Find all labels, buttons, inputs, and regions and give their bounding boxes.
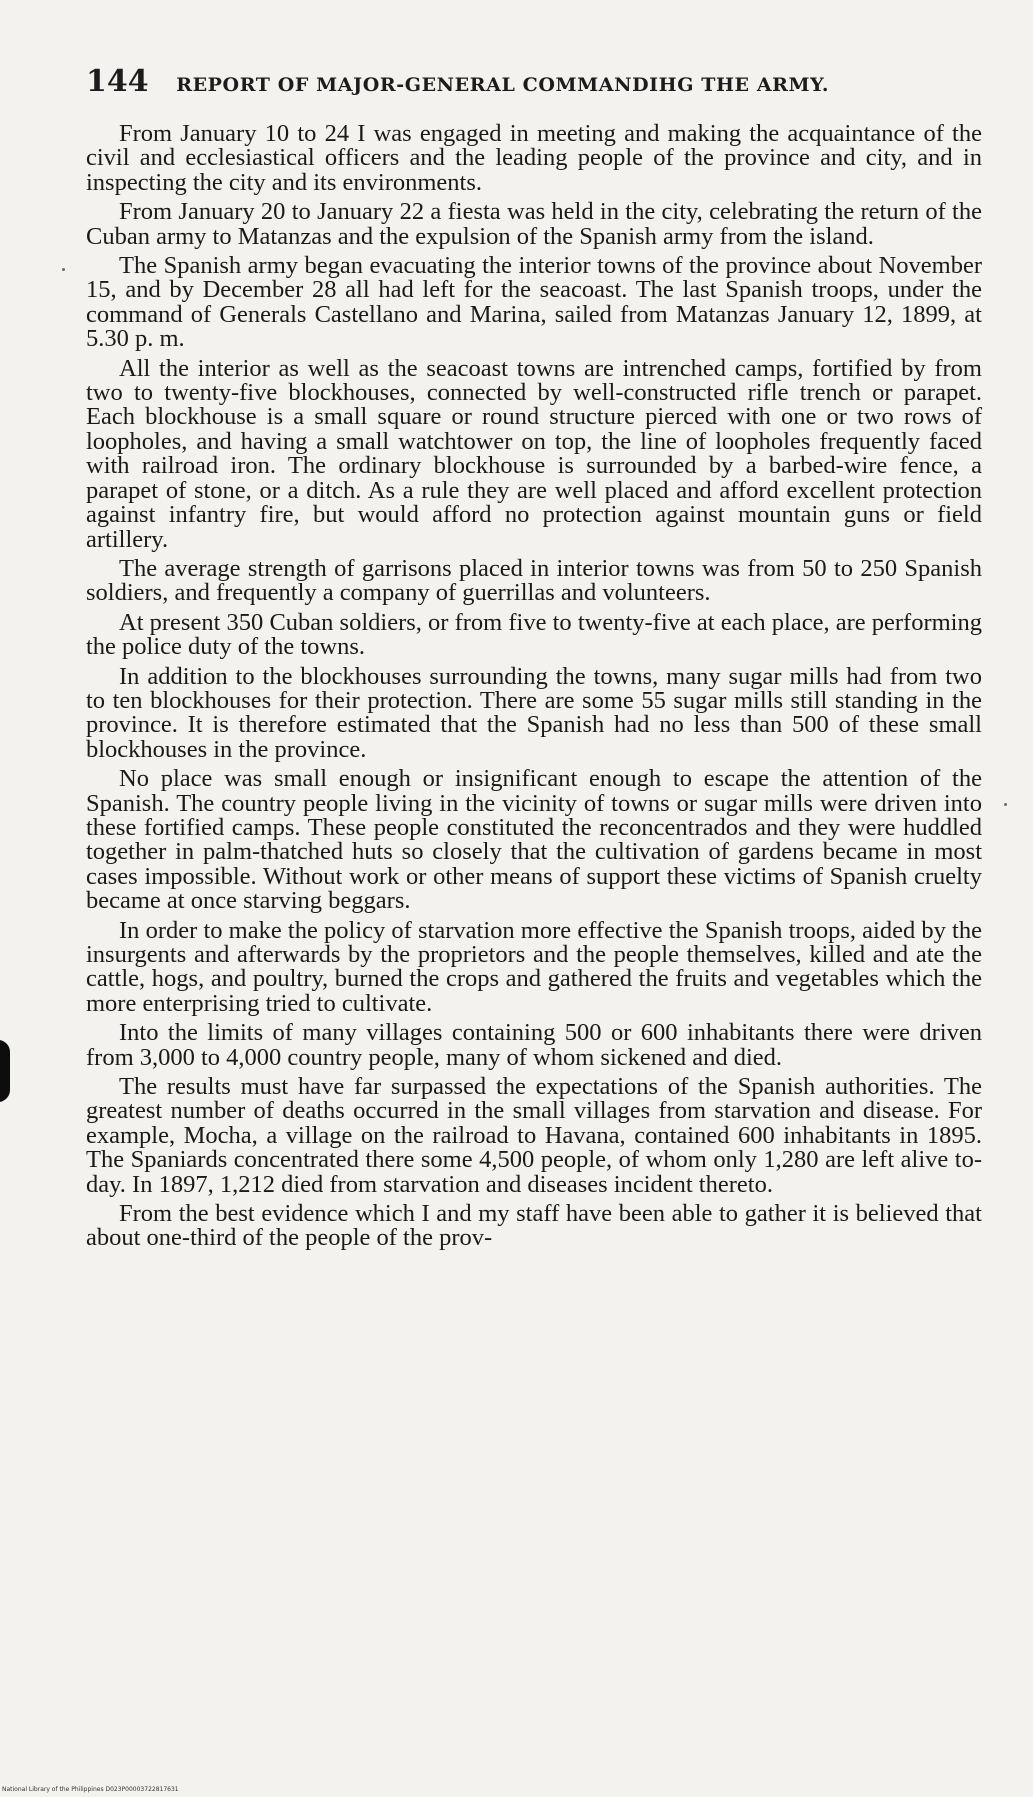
paragraph: From the best evidence which I and my staff have been able to gather it is believed that about one-third of the people of the prov-	[86, 1200, 982, 1252]
paragraph: The average strength of garrisons placed in interior towns was from 50 to 250 Spanish soldiers, and frequently a company of guerrillas and volunteers.	[86, 554, 982, 607]
paragraph: All the interior as well as the seacoast towns are intrenched camps, fortified by from two to twenty-five blockhouses, connected by well-constructed rifle trench or parapet. Each blockhouse is a small square or round structure pierced with one or two rows of loopholes, and having a small watchtower on top, the line of loopholes frequently faced with railroad iron. The ordinary blockhouse is surrounded by a barbed-wire fence, a parapet of stone, or a ditch. As a rule they are well placed and afford excellent protection against infantry fire, but would afford no protection against mountain guns or field artillery.	[86, 354, 982, 553]
paragraph: At present 350 Cuban soldiers, or from five to twenty-five at each place, are performing the police duty of the towns.	[86, 608, 982, 661]
binding-mark	[0, 1040, 10, 1102]
page-header	[86, 64, 946, 99]
paragraph: The Spanish army began evacuating the interior towns of the province about November 15, and by December 28 all had left for the seacoast. The last Spanish troops, under the command of Generals Castellano and Marina, sailed from Matanzas January 12, 1899, at 5.30 p. m.	[86, 252, 982, 353]
scan-speck	[1004, 803, 1007, 806]
page-number: 144	[86, 64, 149, 99]
paragraph: No place was small enough or insignificant enough to escape the attention of the Spanish. The country people living in the vicinity of towns or sugar mills were driven into these fortified camps. These people constituted the reconcentrados and they were huddled together in palm-thatched huts so closely that the cultivation of gardens became in most cases impossible. Without work or other means of support these victims of Spanish cruelty became at once starving beggars.	[86, 765, 982, 915]
paragraph: From January 10 to 24 I was engaged in meeting and making the acquaintance of the civil and ecclesiastical officers and the leading people of the province and city, and in inspecting the city and its environments.	[86, 120, 982, 196]
paragraph: The results must have far surpassed the expectations of the Spanish authorities. The greatest number of deaths occurred in the small villages from starvation and disease. For example, Mocha, a village on the railroad to Havana, contained 600 inhabitants in 1895. The Spaniards concentrated there some 4,500 people, of whom only 1,280 are left alive to-day. In 1897, 1,212 died from starvation and diseases incident thereto.	[86, 1073, 982, 1198]
paragraph: In order to make the policy of starvation more effective the Spanish troops, aided by the insurgents and afterwards by the proprietors and the people themselves, killed and ate the cattle, hogs, and poultry, burned the crops and gathered the fruits and vegetables which the more enterprising tried to cultivate.	[86, 916, 982, 1017]
paragraph: From January 20 to January 22 a fiesta was held in the city, celebrating the return of the Cuban army to Matanzas and the expulsion of the Spanish army from the island.	[86, 198, 982, 250]
paragraph: In addition to the blockhouses surrounding the towns, many sugar mills had from two to ten blockhouses for their protection. There are some 55 sugar mills still standing in the province. It is therefore estimated that the Spanish had no less than 500 of these small blockhouses in the province.	[86, 662, 982, 763]
footer-credit: National Library of the Philippines D023P00003722817631	[2, 1786, 179, 1793]
scan-speck	[62, 268, 65, 271]
paragraph: Into the limits of many villages containing 500 or 600 inhabitants there were driven from 3,000 to 4,000 country people, many of whom sickened and died.	[86, 1019, 982, 1071]
running-head: REPORT OF MAJOR-GENERAL COMMANDIHG THE ARMY.	[176, 74, 830, 96]
body-text	[86, 122, 982, 1256]
